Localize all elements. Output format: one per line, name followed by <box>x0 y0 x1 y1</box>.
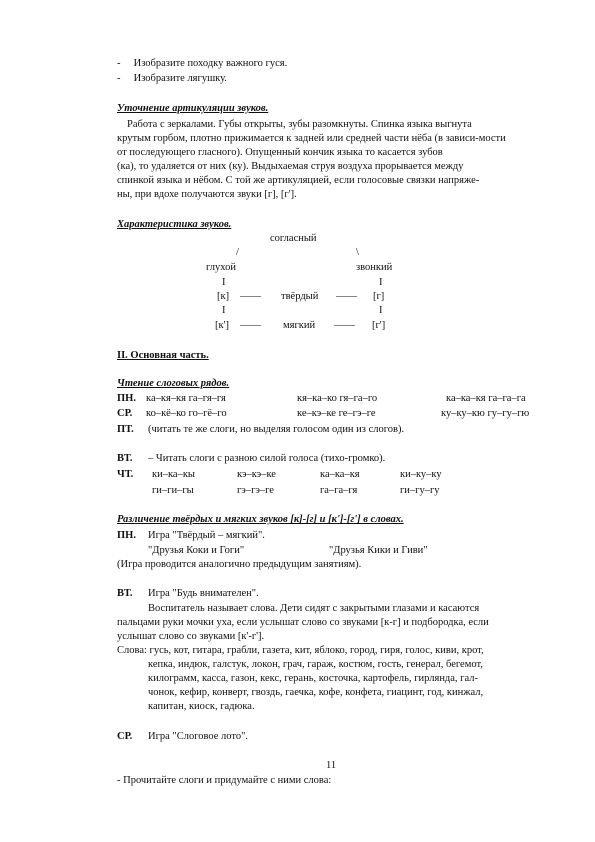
instruction-text: (читать те же слоги, но выделяя голосом один из слогов). <box>148 424 405 435</box>
dash: —— <box>240 291 261 302</box>
syllable-series: ко–кё–ко го–гё–го <box>146 408 227 419</box>
label-pn: ПН. <box>117 393 136 404</box>
word-list-line: килограмм, касса, газон, кекс, герань, косточка, картофель, гирлянда, гал- <box>148 673 478 684</box>
game-option: "Друзья Коки и Гоги" <box>148 545 245 556</box>
game-description: пальцами руки мочки уха, если услышат слово со звуками [к-г] и подбородка, если <box>117 617 489 628</box>
syllable-series: ки–ку–ку <box>400 469 442 480</box>
node-voiceless: глухой <box>206 262 236 273</box>
label-hard: твёрдый <box>281 291 319 302</box>
syllable-series: ка–кя–кя га–гя–гя <box>146 393 226 404</box>
word-list-line: капитан, киоск, гадюка. <box>148 701 255 712</box>
label-cht: ЧТ. <box>117 469 134 480</box>
dash: —— <box>240 320 261 331</box>
word-list-line: чонок, кефир, конверт, гвоздь, гаечка, кофе, конфета, гиацинт, год, кинжал, <box>148 687 484 698</box>
articulation-line: Работа с зеркалами. Губы открыты, зубы разомкнуты. Спинка языка выгнута <box>127 119 472 130</box>
bottom-instruction: - Прочитайте слоги и придумайте с ними слова: <box>117 775 332 786</box>
page-number: 11 <box>326 760 337 771</box>
articulation-line: ны, при вдохе получаются звуки [г], [г']. <box>117 189 297 200</box>
list-item-text: Изобразите походку важного гуся. <box>133 58 288 69</box>
game-title: Игра "Будь внимателен". <box>148 588 259 599</box>
syllable-series: ги–гу–гу <box>400 485 440 496</box>
dash: —— <box>334 320 355 331</box>
label-vt: ВТ. <box>117 588 133 599</box>
list-item-1: - Изобразите походку важного гуся. <box>117 58 288 69</box>
game-description: услышат слово со звуками [к'-г']. <box>117 631 265 642</box>
syllable-series: ка–ка–кя <box>320 469 360 480</box>
characteristic-heading: Характеристика звуков. <box>117 219 232 230</box>
sound-k-soft: [к'] <box>215 320 229 331</box>
articulation-line: (ка), то удаляется от них (ку). Выдыхаемая струя воздуха прорывается между <box>117 161 464 172</box>
label-soft: мягкий <box>283 320 316 331</box>
syllable-series: ку–ку–кю гу–гу–гю <box>441 408 530 419</box>
articulation-heading: Уточнение артикуляции звуков. <box>117 103 269 114</box>
list-item-2: - Изобразите лягушку. <box>117 73 227 84</box>
label-pt: ПТ. <box>117 424 134 435</box>
bar: I <box>222 277 226 288</box>
label-sr: СР. <box>117 731 133 742</box>
syllable-series: ги–ги–гы <box>152 485 194 496</box>
node-consonant: согласный <box>270 233 317 244</box>
distinction-heading: Различение твёрдых и мягких звуков [к]-[г] и [к']-[г'] в словах. <box>117 514 404 525</box>
instruction-text: – Читать слоги с разною силой голоса (тихо-громко). <box>148 453 386 464</box>
label-sr: СР. <box>117 408 133 419</box>
slash-left: / <box>236 247 239 258</box>
node-voiced: звонкий <box>356 262 393 273</box>
label-vt: ВТ. <box>117 453 133 464</box>
dash: —— <box>336 291 357 302</box>
game-note: (Игра проводится аналогично предыдущим занятиям). <box>117 559 362 570</box>
game-title: Игра "Слоговое лото". <box>148 731 249 742</box>
game-title: Игра "Твёрдый – мягкий". <box>148 530 265 541</box>
sound-g-soft: [г'] <box>372 320 386 331</box>
slash-right: \ <box>356 247 359 258</box>
articulation-line: спинкой языка и нёбом. С той же артикуляцией, если голосовые связки напряже- <box>117 175 480 186</box>
sound-g: [г] <box>373 291 385 302</box>
syllable-series: гэ–гэ–ге <box>237 485 274 496</box>
list-item-text: Изобразите лягушку. <box>133 73 227 84</box>
bar: I <box>222 305 226 316</box>
sound-k: [к] <box>217 291 230 302</box>
game-description: Воспитатель называет слова. Дети сидят с закрытыми глазами и касаются <box>148 603 480 614</box>
syllables-heading: Чтение слоговых рядов. <box>117 378 230 389</box>
word-list-line: Слова: гусь, кот, гитара, грабли, газета, кит, яблоко, город, гиря, голос, киви, крот, <box>117 645 484 656</box>
syllable-series: кэ–кэ–ке <box>237 469 276 480</box>
articulation-line: от последующего гласного). Опущенный кончик языка то касается зубов <box>117 147 443 158</box>
articulation-line: крутым горбом, плотно прижимается к задней или средней части нёба (в зависи-мости <box>117 133 506 144</box>
bar: I <box>379 277 383 288</box>
main-heading: II. Основная часть. <box>117 350 209 361</box>
syllable-series: ке–кэ–ке ге–гэ–ге <box>297 408 376 419</box>
bar: I <box>379 305 383 316</box>
syllable-series: ка–ка–кя га–га–га <box>446 393 526 404</box>
syllable-series: ки–ка–кы <box>152 469 195 480</box>
label-pn: ПН. <box>117 530 136 541</box>
syllable-series: га–га–гя <box>320 485 358 496</box>
syllable-series: кя–ка–ко гя–га–го <box>297 393 378 404</box>
word-list-line: кепка, индюк, галстук, локон, грач, гараж, костюм, гость, генерал, бегемот, <box>148 659 483 670</box>
game-option: "Друзья Кики и Гиви" <box>329 545 428 556</box>
